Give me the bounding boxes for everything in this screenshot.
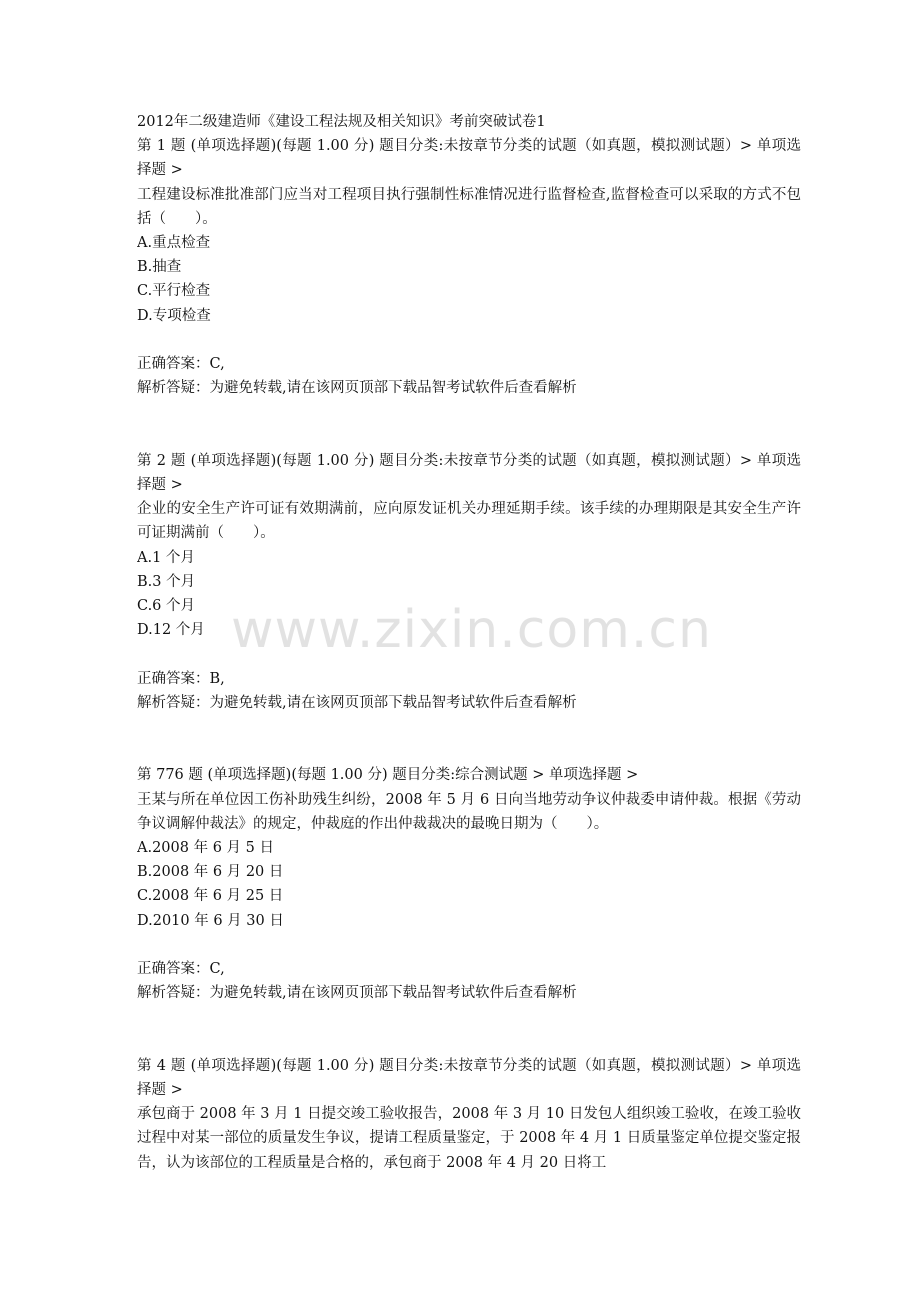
option-d: D.2010 年 6 月 30 日 (137, 912, 284, 929)
question-stem: 承包商于 2008 年 3 月 1 日提交竣工验收报告，2008 年 3 月 10 日发包人组织竣工验收，在竣工验收过程中对某一部位的质量发生争议，提请工程质量鉴定，于 2008 年 4 月 1 日质量鉴定单位提交鉴定报告，认为该部位的工程质量是合格的，承包商于 2008 年 4 月 20 日将工 (137, 1106, 801, 1171)
answer-analysis: 解析答疑：为避免转载,请在该网页顶部下载品智考试软件后查看解析 (137, 985, 577, 1002)
option-d: D.12 个月 (137, 622, 205, 639)
option-b: B.3 个月 (137, 573, 196, 590)
question-header: 第 776 题 (单项选择题)(每题 1.00 分) 题目分类:综合测试题 > 单项选择题 > (137, 767, 639, 784)
option-a: A.1 个月 (137, 549, 195, 566)
question-header: 第 4 题 (单项选择题)(每题 1.00 分) 题目分类:未按章节分类的试题（如真题，模拟测试题）> 单项选择题 > (137, 1057, 801, 1099)
document-body (137, 110, 801, 1175)
correct-answer: 正确答案：C, (137, 961, 225, 978)
question-block (137, 134, 801, 400)
question-stem: 企业的安全生产许可证有效期满前，应向原发证机关办理延期手续。该手续的办理期限是其安全生产许可证期满前（ ）。 (137, 501, 801, 542)
option-a: A.重点检查 (137, 235, 211, 252)
question-block (137, 1054, 801, 1175)
option-b: B.2008 年 6 月 20 日 (137, 864, 284, 881)
option-b: B.抽查 (137, 259, 182, 276)
answer-analysis: 解析答疑：为避免转载,请在该网页顶部下载品智考试软件后查看解析 (137, 694, 577, 711)
correct-answer: 正确答案：C, (137, 356, 225, 373)
answer-analysis: 解析答疑：为避免转载,请在该网页顶部下载品智考试软件后查看解析 (137, 380, 577, 397)
question-block (137, 449, 801, 715)
question-block (137, 763, 801, 1005)
correct-answer: 正确答案：B, (137, 670, 225, 687)
question-header: 第 2 题 (单项选择题)(每题 1.00 分) 题目分类:未按章节分类的试题（如真题，模拟测试题）> 单项选择题 > (137, 452, 801, 494)
option-c: C.2008 年 6 月 25 日 (137, 888, 284, 905)
option-a: A.2008 年 6 月 5 日 (137, 840, 274, 857)
option-c: C.平行检查 (137, 283, 211, 300)
question-stem: 王某与所在单位因工伤补助残生纠纷，2008 年 5 月 6 日向当地劳动争议仲裁委申请仲裁。根据《劳动争议调解仲裁法》的规定，仲裁庭的作出仲裁裁决的最晚日期为（ ）。 (137, 791, 801, 832)
option-d: D.专项检查 (137, 307, 211, 324)
question-stem: 工程建设标准批准部门应当对工程项目执行强制性标准情况进行监督检查,监督检查可以采取的方式不包括（ ）。 (137, 186, 801, 227)
document-title: 2012年二级建造师《建设工程法规及相关知识》考前突破试卷1 (137, 114, 546, 130)
watermark: www.zixin.com.cn (231, 600, 712, 660)
option-c: C.6 个月 (137, 598, 196, 615)
question-header: 第 1 题 (单项选择题)(每题 1.00 分) 题目分类:未按章节分类的试题（如真题，模拟测试题）> 单项选择题 > (137, 138, 801, 179)
